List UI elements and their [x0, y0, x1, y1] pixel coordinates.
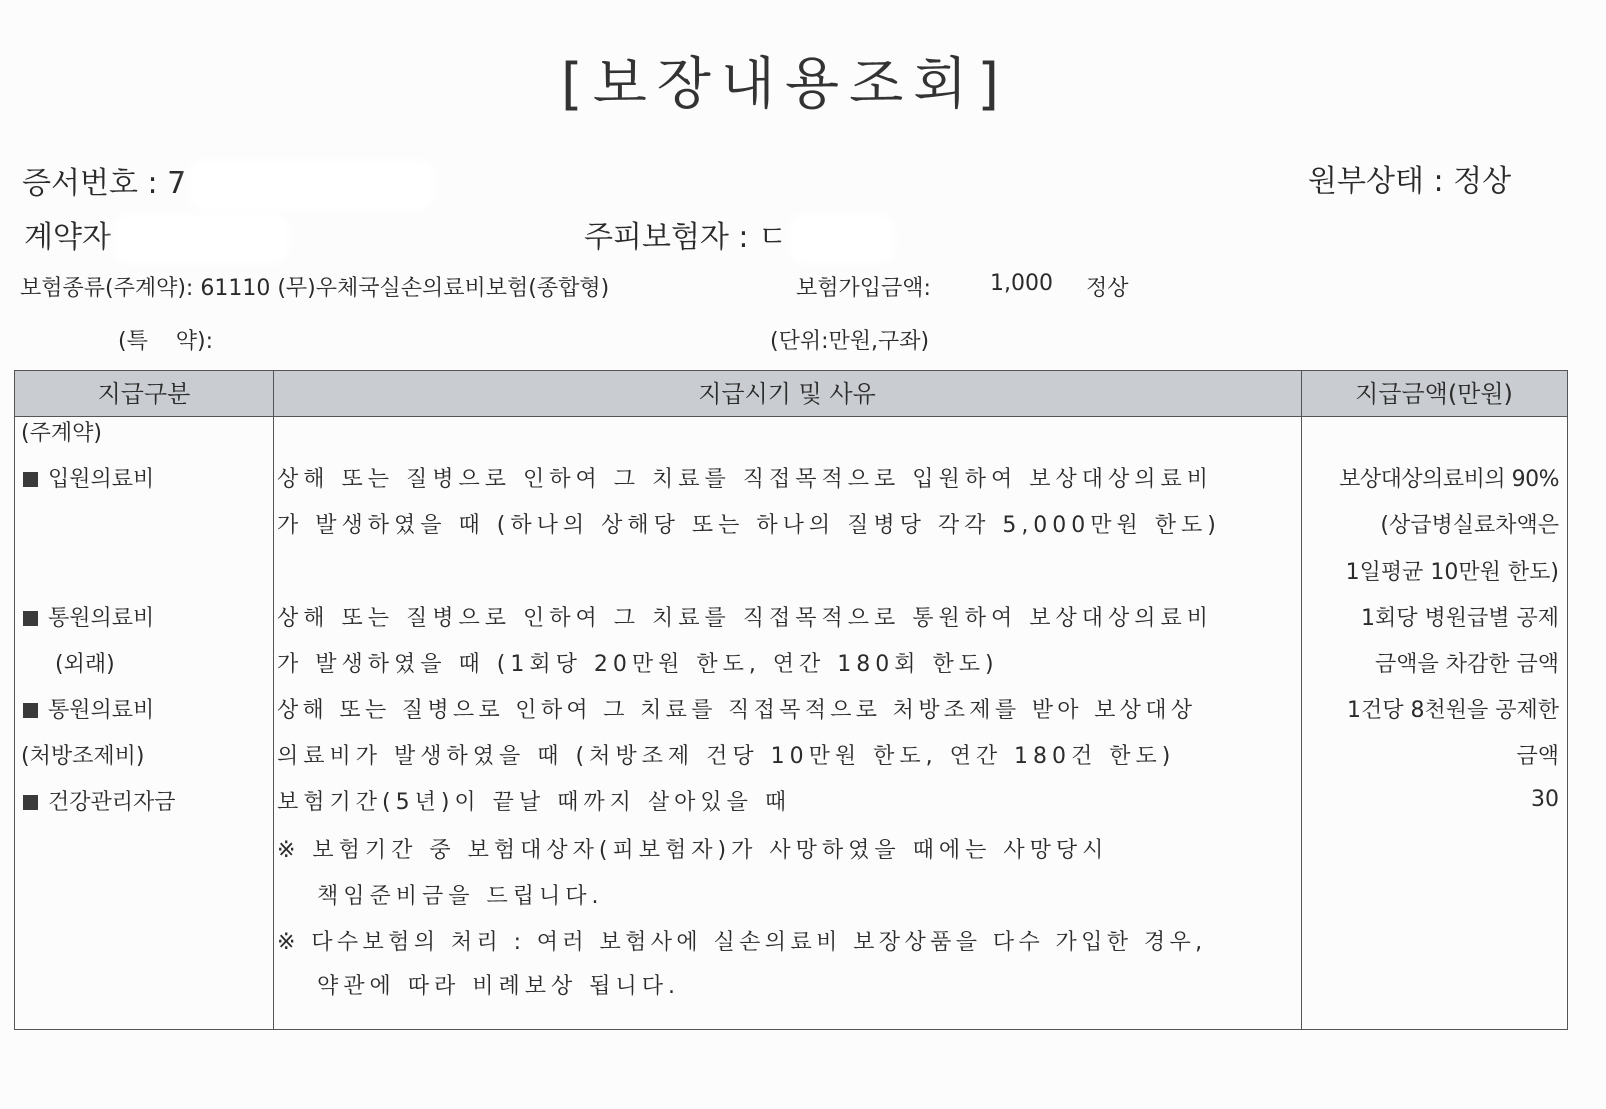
reason-note: 약관에 따라 비례보상 됩니다.: [317, 974, 680, 999]
category-main: (주계약): [21, 421, 102, 446]
record-status: 원부상태 : 정상: [1308, 164, 1512, 199]
category-prescription: 통원의료비: [23, 693, 154, 724]
reason-line: 가 발생하였을 때 (하나의 상해당 또는 하나의 질병당 각각 5,000만원 한도): [277, 513, 1221, 538]
document-title: [보장내용조회]: [560, 52, 1010, 117]
redaction-mark: [797, 222, 887, 256]
amount-value: 1,000: [990, 271, 1053, 296]
amount-line: 1일평균 10만원 한도): [1345, 560, 1559, 585]
square-bullet-icon: [23, 611, 38, 626]
reason-line: 상해 또는 질병으로 인하여 그 치료를 직접목적으로 처방조제를 받아 보상대상: [277, 698, 1197, 723]
amount-health-fund: 30: [1531, 787, 1559, 812]
square-bullet-icon: [23, 472, 38, 487]
column-divider: [1301, 371, 1302, 1029]
unit-note: (단위:만원,구좌): [770, 329, 930, 354]
header-category: 지급구분: [97, 380, 191, 408]
reason-note: 책임준비금을 드립니다.: [317, 884, 604, 909]
reason-line: 가 발생하였을 때 (1회당 20만원 한도, 연간 180회 한도): [277, 652, 999, 677]
product-value: 61110 (무)우체국실손의료비보험(종합형): [200, 276, 610, 301]
amount-line: 1건당 8천원을 공제한: [1347, 698, 1559, 723]
reason-line: 상해 또는 질병으로 인하여 그 치료를 직접목적으로 입원하여 보상대상의료비: [277, 467, 1214, 492]
category-health-fund: 건강관리자금: [23, 785, 176, 816]
reason-line: 보험기간(5년)이 끝날 때까지 살아있을 때: [277, 790, 792, 815]
category-inpatient: 입원의료비: [23, 462, 154, 493]
amount-line: 금액: [1516, 744, 1559, 769]
amount-line: 1회당 병원급별 공제: [1361, 606, 1559, 631]
coverage-table: [14, 370, 1568, 1030]
category-outpatient-sub: (외래): [55, 652, 115, 677]
contractor-label: 계약자: [24, 220, 111, 255]
amount-line: 보상대상의료비의 90%: [1339, 467, 1559, 492]
certificate-number-value: 7: [167, 166, 187, 201]
contractor-row: [24, 212, 281, 256]
amount-line: (상급병실료차액은: [1380, 513, 1559, 538]
column-divider: [273, 371, 274, 1029]
header-reason: 지급시기 및 사유: [698, 380, 876, 408]
reason-note: ※ 다수보험의 처리 : 여러 보험사에 실손의료비 보장상품을 다수 가입한 경우,: [277, 930, 1207, 955]
insured-row: [584, 212, 887, 256]
insured-value: ㄷ: [758, 220, 788, 255]
category-outpatient: 통원의료비: [23, 601, 154, 632]
rider-label: (특 약):: [118, 329, 214, 354]
header-amount: 지급금액(만원): [1355, 380, 1513, 408]
amount-status: 정상: [1086, 276, 1129, 301]
certificate-number-label: 증서번호 :: [22, 166, 158, 201]
product-label: 보험종류(주계약):: [20, 276, 194, 301]
product-row: [20, 271, 609, 302]
category-prescription-sub: (처방조제비): [21, 744, 145, 769]
redaction-mark: [121, 222, 281, 256]
amount-line: 금액을 차감한 금액: [1374, 652, 1559, 677]
reason-note: ※ 보험기간 중 보험대상자(피보험자)가 사망하였을 때에는 사망당시: [277, 838, 1109, 863]
amount-label: 보험가입금액:: [796, 276, 931, 301]
square-bullet-icon: [23, 795, 38, 810]
redaction-mark: [196, 168, 426, 202]
insured-label: 주피보험자 :: [584, 220, 749, 255]
certificate-number-row: [22, 158, 426, 202]
reason-line: 상해 또는 질병으로 인하여 그 치료를 직접목적으로 통원하여 보상대상의료비: [277, 606, 1214, 631]
square-bullet-icon: [23, 703, 38, 718]
reason-line: 의료비가 발생하였을 때 (처방조제 건당 10만원 한도, 연간 180건 한도): [277, 744, 1176, 769]
